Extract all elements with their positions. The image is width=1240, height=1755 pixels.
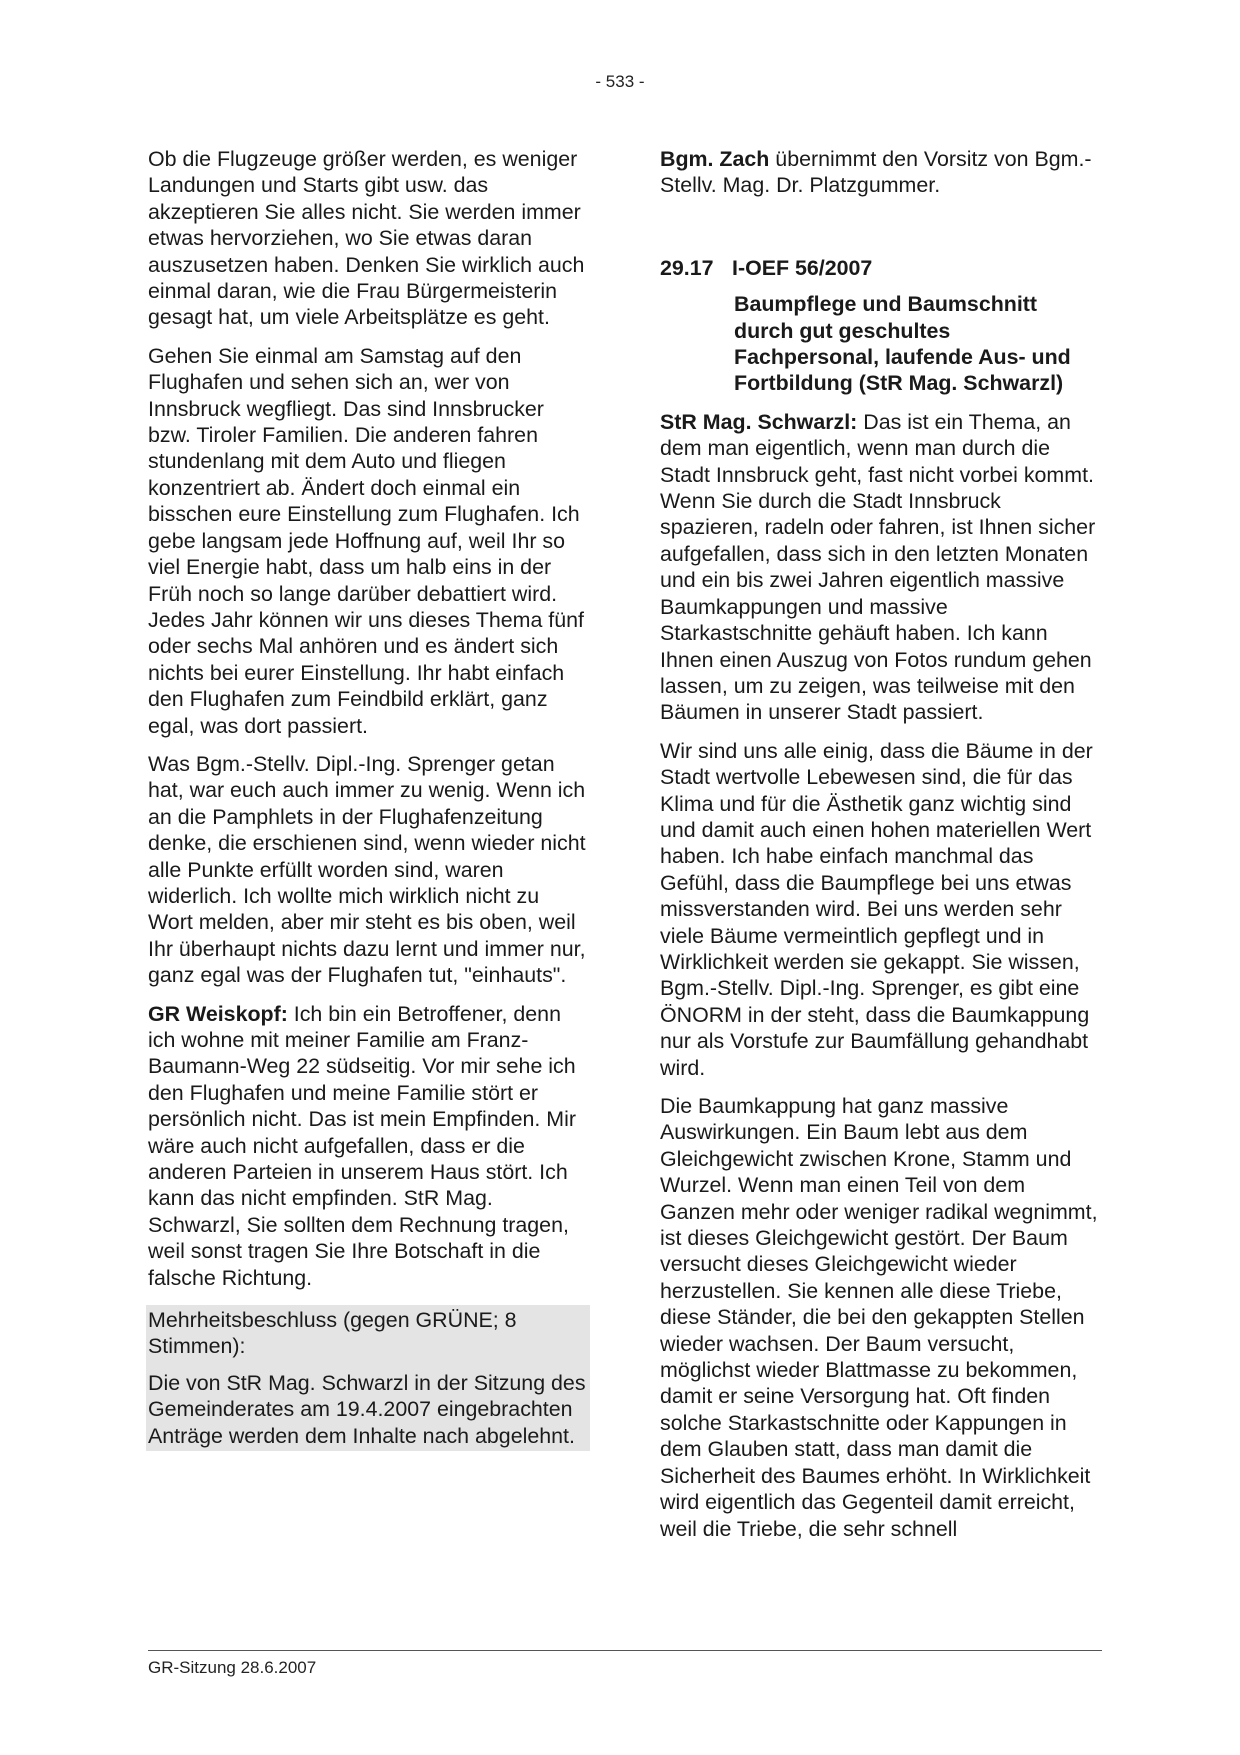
resolution-vote: Mehrheitsbeschluss (gegen GRÜNE; 8 Stimmen): (148, 1308, 517, 1359)
speaker-name: GR Weiskopf: (148, 1001, 288, 1026)
speech-text: Das ist ein Thema, an dem man eigentlich, wenn man durch die Stadt Innsbruck geht, fast nicht vorbei kommt. Wenn Sie durch die Stadt Innsbruck spazieren, radeln oder fahren, ist Ihnen sicher aufgefallen, dass sich in den letzten Monaten und ein bis zwei Jahren eigentlich massive Baumkappungen und massive Starkastschnitte gehäuft haben. Ich kann Ihnen einen Auszug von Fotos rundum gehen lassen, um zu zeigen, was teilweise mit den Bäumen in unserer Stadt passiert. (660, 409, 1096, 725)
agenda-title: Baumpflege und Baumschnitt durch gut geschultes Fachpersonal, laufende Aus- und Fortbildung (StR Mag. Schwarzl) (734, 292, 1071, 396)
right-column (660, 146, 1102, 1554)
chair-text: übernimmt den Vorsitz von Bgm.-Stellv. Mag. Dr. Platzgummer. (660, 147, 1092, 198)
paragraph (660, 409, 1102, 726)
chair-name: Bgm. Zach (660, 147, 770, 171)
footer-text: GR-Sitzung 28.6.2007 (148, 1658, 317, 1677)
paragraph (148, 1001, 588, 1291)
resolution-text: Die von StR Mag. Schwarzl in der Sitzung des Gemeinderates am 19.4.2007 eingebrachten Anträge werden dem Inhalte nach abgelehnt. (148, 1370, 586, 1448)
page-number: - 533 - (595, 72, 645, 91)
paragraph: Wir sind uns alle einig, dass die Bäume in der Stadt wertvolle Lebewesen sind, die für das Klima und für die Ästhetik ganz wichtig sind und damit auch einen hohen materiellen Wert haben. Ich habe einfach manchmal das Gefühl, dass die Baumpflege bei uns etwas missverstanden wird. Bei uns werden sehr viele Bäume vermeintlich gepflegt und in Wirklichkeit werden sie gekappt. Sie wissen, Bgm.-Stellv. Dipl.-Ing. Sprenger, es gibt eine ÖNORM in der steht, dass die Baumkappung nur als Vorstufe zur Baumfällung gehandhabt wird. (660, 738, 1093, 1080)
paragraph: Die Baumkappung hat ganz massive Auswirkungen. Ein Baum lebt aus dem Gleichgewicht zwischen Krone, Stamm und Wurzel. Wenn man einen Teil von dem Ganzen mehr oder weniger radikal wegnimmt, ist dieses Gleichgewicht gestört. Der Baum versucht dieses Gleichgewicht wieder herzustellen. Sie kennen alle diese Triebe, diese Ständer, die bei den gekappten Stellen wieder wachsen. Der Baum versucht, möglichst wieder Blattmasse zu bekommen, damit er seine Versorgung hat. Oft finden solche Starkastschnitte oder Kappungen in dem Glauben statt, dass man damit die Sicherheit des Baumes erhöht. In Wirklichkeit wird eigentlich das Gegenteil damit erreicht, weil die Triebe, die sehr schnell (660, 1094, 1098, 1541)
paragraph: Was Bgm.-Stellv. Dipl.-Ing. Sprenger getan hat, war euch auch immer zu wenig. Wenn ich an die Pamphlets in der Flughafenzeitung denke, die erschienen sind, wenn wieder nicht alle Punkte erfüllt worden sind, waren widerlich. Ich wollte mich wirklich nicht zu Wort melden, aber mir steht es bis oben, weil Ihr überhaupt nichts dazu lernt und immer nur, ganz egal was der Flughafen tut, "einhauts". (148, 751, 586, 988)
resolution-box (146, 1305, 590, 1451)
agenda-heading (660, 255, 1102, 281)
speech-text: Ich bin ein Betroffener, denn ich wohne mit meiner Familie am Franz-Baumann-Weg 22 südseitig. Vor mir sehe ich den Flughafen und meine Familie stört er persönlich nicht. Das ist mein Empfinden. Mir wäre auch nicht aufgefallen, dass er die anderen Parteien in unserem Haus stört. Ich kann das nicht empfinden. StR Mag. Schwarzl, Sie sollten dem Rechnung tragen, weil sonst tragen Sie Ihre Botschaft in die falsche Richtung. (148, 1001, 576, 1290)
agenda-id: I-OEF 56/2007 (732, 255, 873, 280)
paragraph: Ob die Flugzeuge größer werden, es weniger Landungen und Starts gibt usw. das akzeptieren Sie alles nicht. Sie werden immer etwas hervorziehen, wo Sie etwas daran auszusetzen haben. Denken Sie wirklich auch einmal daran, wie die Frau Bürgermeisterin gesagt hat, um viele Arbeitsplätze es geht. (148, 147, 585, 330)
chair-change-note (660, 146, 1102, 199)
agenda-number: 29.17 (660, 255, 714, 280)
paragraph: Gehen Sie einmal am Samstag auf den Flughafen und sehen sich an, wer von Innsbruck wegfliegt. Das sind Innsbrucker bzw. Tiroler Familien. Die anderen fahren stundenlang mit dem Auto und fliegen konzentriert ab. Ändert doch einmal ein bisschen eure Einstellung zum Flughafen. Ich gebe langsam jede Hoffnung auf, weil Ihr so viel Energie habt, dass um halb eins in der Früh noch so lange darüber debattiert wird. Jedes Jahr können wir uns dieses Thema fünf oder sechs Mal anhören und es ändert sich nichts bei eurer Einstellung. Ihr habt einfach den Flughafen zum Feindbild erklärt, ganz egal, was dort passiert. (148, 343, 584, 738)
footer-rule (148, 1650, 1102, 1651)
left-column (148, 146, 588, 1451)
speaker-name: StR Mag. Schwarzl: (660, 409, 858, 434)
